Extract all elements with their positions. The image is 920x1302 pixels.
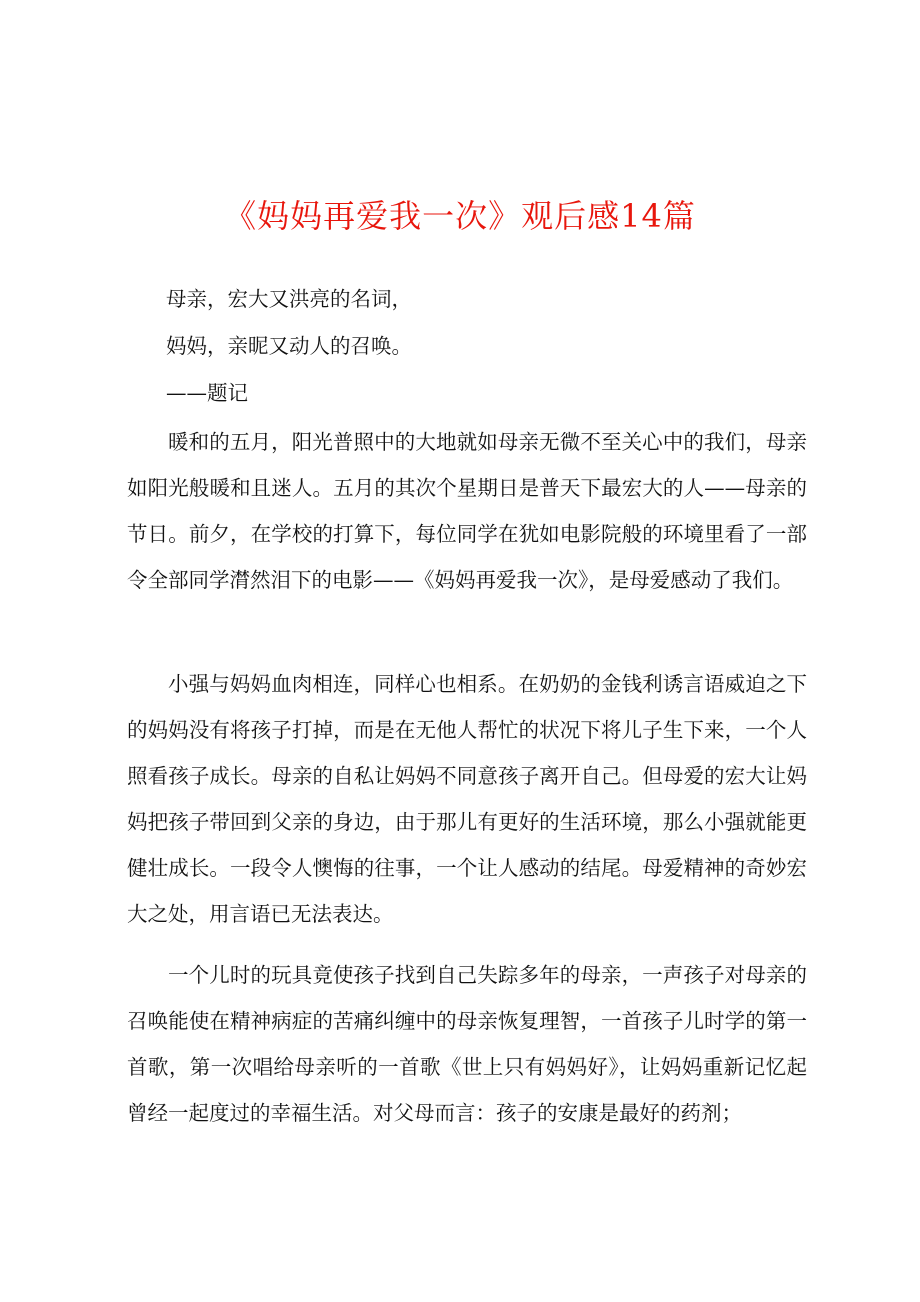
- body-paragraph: 小强与妈妈血肉相连，同样心也相系。在奶奶的金钱利诱言语威迫之下的妈妈没有将孩子打掉，而是在无他人帮忙的状况下将儿子生下来，一个人照看孩子成长。母亲的自私让妈妈不同意孩子离开自己。但母爱的宏大让妈妈把孩子带回到父亲的身边，由于那儿有更好的生活环境，那么小强就能更健壮成长。一段令人懊悔的往事，一个让人感动的结尾。母爱精神的奇妙宏大之处，用言语已无法表达。: [127, 672, 807, 926]
- body-paragraph: 暖和的五月，阳光普照中的大地就如母亲无微不至关心中的我们，母亲如阳光般暖和且迷人。五月的其次个星期日是普天下最宏大的人——母亲的节日。前夕，在学校的打算下，每位同学在犹如电影院般的环境里看了一部令全部同学潸然泪下的电影——《妈妈再爱我一次》，是母爱感动了我们。: [127, 430, 807, 592]
- epigraph-line: 妈妈，亲昵又动人的召唤。: [166, 334, 412, 358]
- epigraph-line: 母亲，宏大又洪亮的名词，: [166, 287, 412, 311]
- document-title: 《妈妈再爱我一次》观后感14篇: [224, 197, 696, 235]
- body-paragraph: 一个儿时的玩具竟使孩子找到自己失踪多年的母亲，一声孩子对母亲的召唤能使在精神病症的苦痛纠缠中的母亲恢复理智，一首孩子儿时学的第一首歌，第一次唱给母亲听的一首歌《世上只有妈妈好》，让妈妈重新记忆起曾经一起度过的幸福生活。对父母而言：孩子的安康是最好的药剂；: [127, 963, 807, 1125]
- epigraph-attribution: ——题记: [166, 381, 248, 405]
